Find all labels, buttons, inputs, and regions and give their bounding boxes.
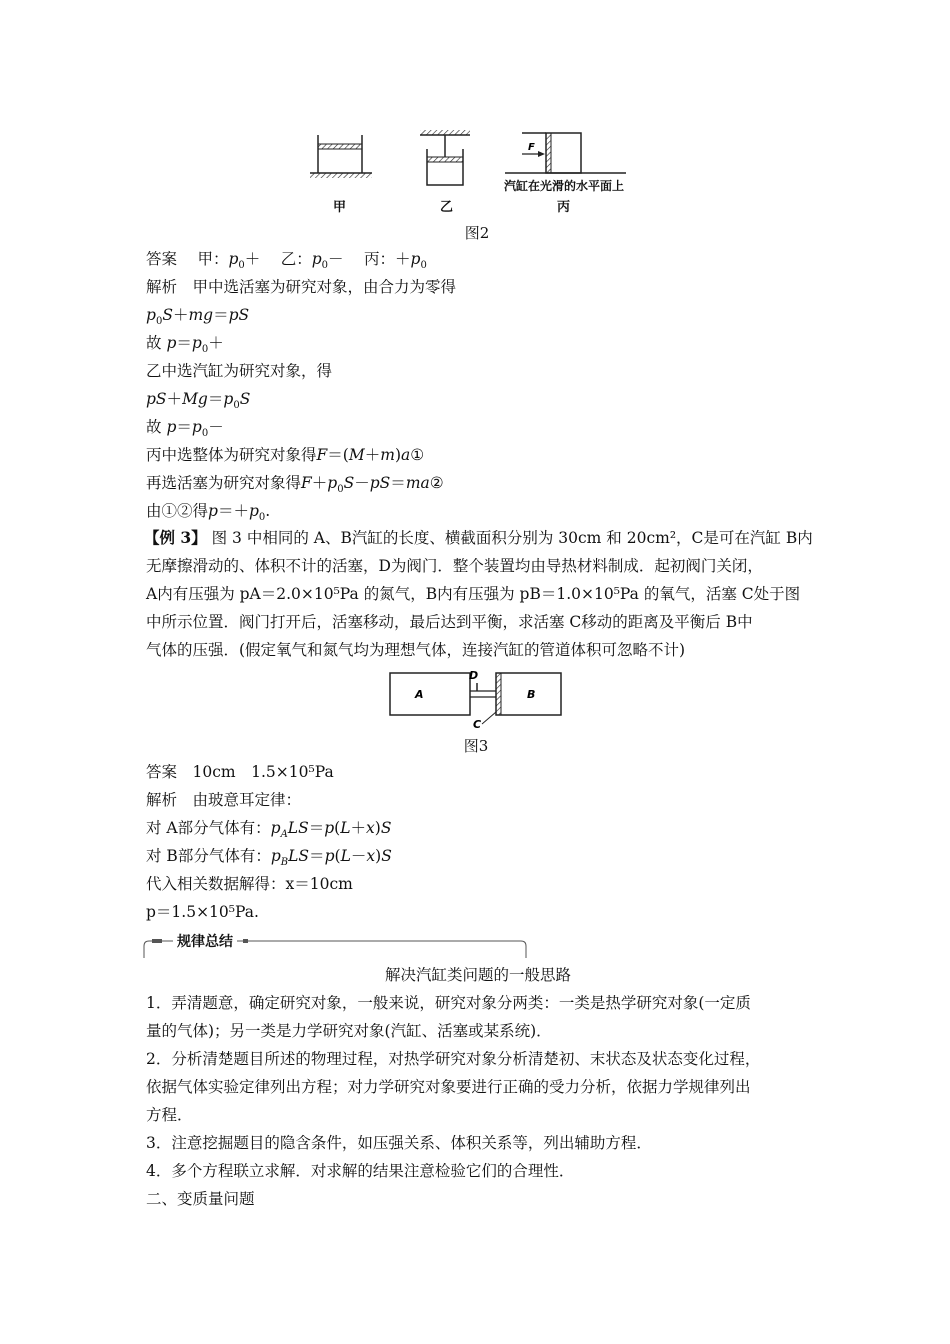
answer-label: 答案 xyxy=(146,250,178,268)
summary-p1a: 1．弄清题意，确定研究对象，一般来说，研究对象分两类：一类是热学研究对象(一定质 xyxy=(146,994,751,1012)
fig3-label-b: B xyxy=(527,688,536,701)
analysis-text: 对 A部分气体有： xyxy=(146,819,271,837)
ex3-answer-line xyxy=(146,762,334,782)
equation-1: $p_0S+mg=pS$ xyxy=(146,306,250,328)
answer-yi: 乙： xyxy=(280,250,312,268)
equation-6: 再选活塞为研究对象得$F+p_0S-pS=ma②$ xyxy=(146,474,444,496)
fig3-label-c: C xyxy=(473,718,482,730)
answer-value: 10cm 1.5×10⁵Pa xyxy=(192,763,334,781)
summary-p2c: 方程． xyxy=(146,1106,193,1124)
force-label: F xyxy=(528,142,535,153)
example3-line5: 气体的压强．(假定氧气和氮气均为理想气体，连接汽缸的管道体积可忽略不计) xyxy=(146,641,686,659)
analysis-text: 故 xyxy=(146,418,162,436)
analysis-result-x: 代入相关数据解得：x＝10cm xyxy=(146,875,353,893)
answer-jia: 甲： xyxy=(197,250,229,268)
summary-p1b: 量的气体)；另一类是力学研究对象(汽缸、活塞或某系统)． xyxy=(146,1022,552,1040)
answer-bing: 丙： xyxy=(363,250,395,268)
section-heading: 二、变质量问题 xyxy=(146,1190,255,1208)
analysis-text: 丙中选整体为研究对象得 xyxy=(146,446,317,464)
cylinder-yi xyxy=(420,130,470,185)
analysis-text: 故 xyxy=(146,334,162,352)
equation-2: 故 $p=p_0+$ xyxy=(146,334,224,356)
ex2-analysis-line1 xyxy=(146,277,456,297)
figure-2-label-yi: 乙 xyxy=(440,200,454,215)
figure-2-bing-text: 汽缸在光滑的水平面上 xyxy=(504,179,625,193)
example-tag: 【例 3】 xyxy=(144,528,207,547)
figure-2-diagram xyxy=(300,125,640,215)
equation-3: $pS+Mg=p_0S$ xyxy=(146,390,251,412)
cylinder-jia xyxy=(310,135,372,178)
figure-2-label-bing: 丙 xyxy=(557,200,571,215)
ex3-analysis-line1 xyxy=(146,790,301,810)
analysis-text: 再选活塞为研究对象得 xyxy=(146,474,302,492)
summary-heading: 解决汽缸类问题的一般思路 xyxy=(385,966,572,984)
equation-b: 对 B部分气体有：$p_BLS=p(L-x)S$ xyxy=(146,847,392,869)
equation-5: 丙中选整体为研究对象得F＝(M＋m)a① xyxy=(146,446,425,464)
example3-line2: 无摩擦滑动的、体积不计的活塞，D为阀门．整个装置均由导热材料制成．起初阀门关闭， xyxy=(146,557,763,575)
analysis-text-yi: 乙中选汽缸为研究对象，得 xyxy=(146,362,333,380)
summary-p3: 3．注意挖掘题目的隐含条件，如压强关系、体积关系等，列出辅助方程． xyxy=(146,1134,652,1152)
analysis-result-p: p＝1.5×10⁵Pa. xyxy=(146,903,259,921)
answer-label: 答案 xyxy=(146,763,178,781)
equation-4: 故 $p=p_0-$ xyxy=(146,418,224,440)
ex2-answer-line: 答案 甲：$p_0+$ 乙：$p_0-$ 丙：$+p_0$ xyxy=(146,250,427,272)
analysis-text: 对 B部分气体有： xyxy=(146,847,271,865)
summary-title: 规律总结 xyxy=(173,931,237,951)
cylinder-bing xyxy=(505,133,626,173)
analysis-text: 由玻意耳定律： xyxy=(192,791,302,809)
equation-a: 对 A部分气体有：$p_ALS=p(L+x)S$ xyxy=(146,819,392,841)
analysis-label: 解析 xyxy=(146,791,178,809)
analysis-label: 解析 xyxy=(146,278,178,296)
equation-7: 由①②得$p=+p_0$. xyxy=(146,502,271,524)
summary-p2b: 依据气体实验定律列出方程；对力学研究对象要进行正确的受力分析，依据力学规律列出 xyxy=(146,1078,751,1096)
fig3-label-d: D xyxy=(469,669,479,682)
analysis-text: 甲中选活塞为研究对象，由合力为零得 xyxy=(192,278,457,296)
analysis-text: 由①②得 xyxy=(146,502,209,520)
figure-3-caption: 图3 xyxy=(463,737,489,755)
figure-2-caption: 图2 xyxy=(464,224,490,242)
example3-line3: A内有压强为 pA＝2.0×10⁵Pa 的氮气，B内有压强为 pB＝1.0×10⁵Pa 的氧气，活塞 C处于图 xyxy=(146,585,801,603)
example3-line4: 中所示位置．阀门打开后，活塞移动，最后达到平衡，求活塞 C移动的距离及平衡后 B中 xyxy=(146,613,753,631)
example3-line1 xyxy=(144,528,813,548)
figure-2-label-jia: 甲 xyxy=(333,200,347,215)
figure-3-diagram xyxy=(385,664,570,730)
summary-p2a: 2．分析清楚题目所述的物理过程，对热学研究对象分析清楚初、末状态及状态变化过程， xyxy=(146,1050,761,1068)
fig3-label-a: A xyxy=(415,688,424,701)
example-text: 图 3 中相同的 A、B汽缸的长度、横截面积分别为 30cm 和 20cm²，C是可在汽缸 B内 xyxy=(211,529,813,547)
summary-p4: 4．多个方程联立求解．对求解的结果注意检验它们的合理性． xyxy=(146,1162,575,1180)
